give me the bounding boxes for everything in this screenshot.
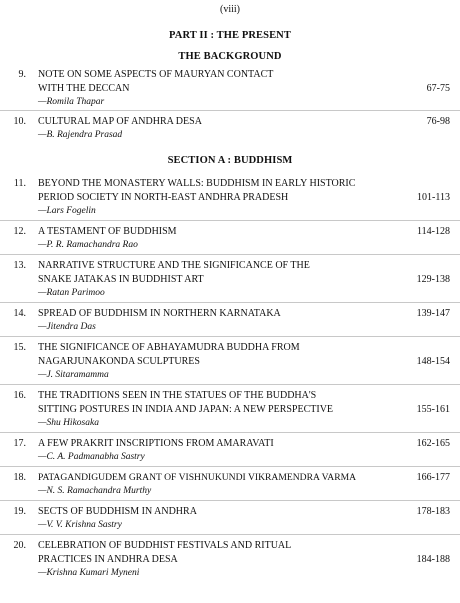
entry-pages: 148-154: [416, 356, 450, 367]
entry-title-line: CULTURAL MAP OF ANDHRA DESA: [38, 116, 202, 127]
entry-author: —V. V. Krishna Sastry: [38, 520, 122, 530]
entry-pages: 101-113: [417, 192, 450, 203]
page-number: (viii): [220, 4, 240, 15]
entry-number: 13.: [13, 260, 26, 271]
entry-number: 18.: [13, 472, 26, 483]
divider: [0, 110, 460, 111]
divider: [0, 466, 460, 467]
entry-pages: 178-183: [416, 506, 450, 517]
entry-title-line: SITTING POSTURES IN INDIA AND JAPAN: A NEW PERSPECTIVE: [38, 404, 334, 415]
entry-author: —Romila Thapar: [38, 97, 105, 107]
entry-title-line: THE SIGNIFICANCE OF ABHAYAMUDRA BUDDHA FROM: [38, 342, 300, 353]
entry-author: —N. S. Ramachandra Murthy: [38, 486, 152, 496]
divider: [0, 500, 460, 501]
entry-title-line: NAGARJUNAKONDA SCULPTURES: [38, 356, 200, 367]
entry-number: 20.: [13, 540, 26, 551]
entry-title-line: PRACTICES IN ANDHRA DESA: [38, 554, 178, 565]
entry-pages: 166-177: [416, 472, 450, 483]
entry-number: 16.: [13, 390, 26, 401]
entry-title-line: SECTS OF BUDDHISM IN ANDHRA: [38, 506, 197, 517]
entry-author: —Krishna Kumari Myneni: [38, 568, 140, 578]
entry-number: 19.: [13, 506, 26, 517]
entry-author: —Ratan Parimoo: [38, 288, 105, 298]
divider: [0, 336, 460, 337]
entry-title-line: THE TRADITIONS SEEN IN THE STATUES OF THE BUDDHA'S: [38, 390, 317, 401]
entry-pages: 67-75: [426, 83, 450, 94]
entry-author: —P. R. Ramachandra Rao: [38, 240, 138, 250]
section-a-heading: SECTION A : BUDDHISM: [167, 155, 293, 166]
entry-number: 15.: [13, 342, 26, 353]
entry-author: —Shu Hikosaka: [38, 418, 99, 428]
entry-author: —B. Rajendra Prasad: [38, 130, 123, 140]
entry-number: 11.: [13, 178, 26, 189]
entry-title-line: A TESTAMENT OF BUDDHISM: [38, 226, 177, 237]
entry-pages: 129-138: [416, 274, 450, 285]
entry-pages: 184-188: [416, 554, 450, 565]
divider: [0, 534, 460, 535]
entry-title-line: SNAKE JATAKAS IN BUDDHIST ART: [38, 274, 204, 285]
entry-number: 10.: [13, 116, 26, 127]
entry-number: 14.: [13, 308, 26, 319]
divider: [0, 432, 460, 433]
entry-title-line: SPREAD OF BUDDHISM IN NORTHERN KARNATAKA: [38, 308, 281, 319]
background-heading: THE BACKGROUND: [178, 51, 282, 62]
entry-author: —C. A. Padmanabha Sastry: [38, 452, 145, 462]
entry-pages: 114-128: [417, 226, 450, 237]
divider: [0, 384, 460, 385]
entry-pages: 155-161: [416, 404, 450, 415]
entry-title-line: CELEBRATION OF BUDDHIST FESTIVALS AND RITUAL: [38, 540, 292, 551]
entry-title-line: WITH THE DECCAN: [38, 83, 130, 94]
entry-title-line: NARRATIVE STRUCTURE AND THE SIGNIFICANCE OF THE: [38, 260, 310, 271]
divider: [0, 220, 460, 221]
entry-title-line: PERIOD SOCIETY IN NORTH-EAST ANDHRA PRADESH: [38, 192, 289, 203]
entry-title-line: BEYOND THE MONASTERY WALLS: BUDDHISM IN EARLY HISTORIC: [38, 178, 356, 189]
entry-author: —Jitendra Das: [38, 322, 96, 332]
entry-author: —J. Sitaramamma: [38, 370, 109, 380]
entry-title-line: NOTE ON SOME ASPECTS OF MAURYAN CONTACT: [38, 69, 274, 80]
entry-pages: 76-98: [426, 116, 450, 127]
divider: [0, 254, 460, 255]
entry-number: 17.: [13, 438, 26, 449]
entry-pages: 139-147: [416, 308, 450, 319]
divider: [0, 302, 460, 303]
entry-author: —Lars Fogelin: [38, 206, 96, 216]
entry-title-line: A FEW PRAKRIT INSCRIPTIONS FROM AMARAVATI: [38, 438, 274, 449]
entry-pages: 162-165: [416, 438, 450, 449]
part-title: PART II : THE PRESENT: [169, 30, 291, 41]
entry-number: 12.: [13, 226, 26, 237]
entry-title-line: PATAGANDIGUDEM GRANT OF VISHNUKUNDI VIKRAMENDRA VARMA: [38, 472, 357, 483]
entry-number: 9.: [18, 69, 26, 80]
